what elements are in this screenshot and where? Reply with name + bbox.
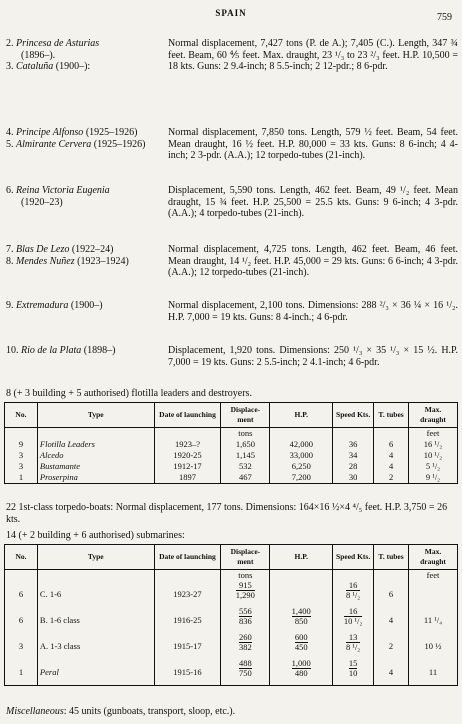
column-header: Speed Kts. bbox=[333, 403, 374, 428]
displacement-surface: 915 bbox=[236, 581, 255, 591]
cell-draught bbox=[409, 581, 458, 607]
page-number: 759 bbox=[437, 12, 452, 23]
cell-type: Proserpina bbox=[37, 472, 154, 484]
ship-entry bbox=[6, 38, 458, 98]
cell-type: C. 1-6 bbox=[37, 581, 154, 607]
table-row bbox=[5, 439, 458, 450]
cell-type: Peral bbox=[37, 659, 154, 685]
cell-no: 9 bbox=[5, 439, 38, 450]
cell-no: 3 bbox=[5, 450, 38, 461]
cell-date: 1915-17 bbox=[154, 633, 221, 659]
hp-submerged: 850 bbox=[294, 616, 308, 626]
speed-surface: 13 bbox=[346, 633, 360, 643]
table-row bbox=[5, 461, 458, 472]
column-header: H.P. bbox=[270, 545, 333, 570]
column-header: T. tubes bbox=[374, 403, 409, 428]
cell-no: 3 bbox=[5, 633, 38, 659]
table-header-row bbox=[5, 403, 458, 428]
cell-no: 1 bbox=[5, 472, 38, 484]
displacement-surface: 488 bbox=[238, 658, 252, 668]
table-row bbox=[5, 581, 458, 607]
cell-hp bbox=[270, 581, 333, 607]
unit-label: tons bbox=[221, 570, 270, 582]
ship-names: 4. Principe Alfonso (1925–1926) 5. Almirante Cervera (1925–1926) bbox=[6, 127, 146, 150]
destroyers-heading: 8 (+ 3 building + 5 authorised) flotilla leaders and destroyers. bbox=[6, 388, 252, 399]
cell-draught: 10 ¹/₂ bbox=[409, 450, 458, 461]
column-header: No. bbox=[5, 403, 38, 428]
cell-tubes: 2 bbox=[374, 472, 409, 484]
ship-names: 10. Rio de la Plata (1898–) bbox=[6, 345, 116, 356]
speed-submerged: 10 bbox=[348, 668, 358, 678]
cell-hp bbox=[270, 633, 333, 659]
speed-submerged: 8 ¹/₂ bbox=[345, 590, 361, 600]
cell-date: 1915-16 bbox=[154, 659, 221, 685]
cell-draught: 11 ¹/₄ bbox=[409, 607, 458, 633]
cell-no: 6 bbox=[5, 581, 38, 607]
cell-draught: 10 ½ bbox=[409, 633, 458, 659]
cell-date: 1923–? bbox=[154, 439, 221, 450]
cell-speed bbox=[333, 607, 374, 633]
cell-displacement bbox=[221, 607, 270, 633]
ship-entry bbox=[6, 185, 458, 245]
units-row bbox=[5, 570, 458, 582]
cell-displacement: 532 bbox=[221, 461, 270, 472]
cell-hp: 42,000 bbox=[270, 439, 333, 450]
table-row bbox=[5, 607, 458, 633]
cell-tubes: 2 bbox=[374, 633, 409, 659]
cell-date: 1916-25 bbox=[154, 607, 221, 633]
cell-hp bbox=[270, 607, 333, 633]
column-header: Max. draught bbox=[409, 545, 458, 570]
ship-names: 2. Princesa de Asturias (1896–). 3. Cataluña (1900–): bbox=[6, 38, 100, 72]
cell-tubes: 4 bbox=[374, 659, 409, 685]
displacement-surface: 556 bbox=[238, 606, 252, 616]
miscellaneous-text: : 45 units (gunboats, transport, sloop, etc.). bbox=[63, 706, 236, 717]
ship-names: 9. Extremadura (1900–) bbox=[6, 300, 103, 311]
cell-speed: 30 bbox=[333, 472, 374, 484]
ship-names: 7. Blas De Lezo (1922–24) 8. Mendes Nuñez (1923–1924) bbox=[6, 244, 129, 267]
cell-displacement: 1,145 bbox=[221, 450, 270, 461]
column-header: Type bbox=[37, 545, 154, 570]
miscellaneous-label: Miscellaneous bbox=[6, 706, 64, 717]
cell-displacement bbox=[221, 633, 270, 659]
cell-displacement bbox=[221, 581, 270, 607]
cell-hp: 7,200 bbox=[270, 472, 333, 484]
cell-hp: 33,000 bbox=[270, 450, 333, 461]
cell-no: 1 bbox=[5, 659, 38, 685]
cell-tubes: 4 bbox=[374, 607, 409, 633]
column-header: H.P. bbox=[270, 403, 333, 428]
column-header: Type bbox=[37, 403, 154, 428]
miscellaneous-note bbox=[6, 706, 456, 718]
column-header: Date of launching bbox=[154, 545, 221, 570]
displacement-surface: 260 bbox=[238, 632, 252, 642]
cell-date: 1912-17 bbox=[154, 461, 221, 472]
speed-surface: 16 bbox=[344, 607, 363, 617]
cell-type: A. 1-3 class bbox=[37, 633, 154, 659]
cell-tubes: 4 bbox=[374, 461, 409, 472]
ship-entry bbox=[6, 300, 458, 336]
unit-label: feet bbox=[409, 570, 458, 582]
cell-displacement: 467 bbox=[221, 472, 270, 484]
cell-no: 3 bbox=[5, 461, 38, 472]
cell-type: Alcedo bbox=[37, 450, 154, 461]
hp-submerged: 480 bbox=[294, 668, 308, 678]
cell-displacement bbox=[221, 659, 270, 685]
displacement-submerged: 836 bbox=[238, 616, 252, 626]
column-header: Displace-ment bbox=[221, 403, 270, 428]
speed-submerged: 10 ¹/₂ bbox=[343, 616, 363, 626]
ship-description: Normal displacement, 7,427 tons (P. de A.); 7,405 (C.). Length, 347 ¾ feet. Beam, 60 ⅘ feet. Max. draught, 23 ¹/₃ to 23 ²/₃ feet. H.P. 10,500 = 18 kts. Guns: 2 9.4-inch; 8 5.5-inch; 2 12-pdr.; 8 6-pdr. bbox=[168, 38, 458, 72]
country-title: SPAIN bbox=[215, 8, 247, 18]
hp-surface: 600 bbox=[294, 632, 308, 642]
cell-tubes: 6 bbox=[374, 581, 409, 607]
table-row bbox=[5, 472, 458, 484]
cell-speed: 34 bbox=[333, 450, 374, 461]
cell-speed bbox=[333, 659, 374, 685]
cell-displacement: 1,650 bbox=[221, 439, 270, 450]
unit-label: tons bbox=[221, 428, 270, 440]
cell-speed: 36 bbox=[333, 439, 374, 450]
cell-type: B. 1-6 class bbox=[37, 607, 154, 633]
cell-draught: 16 ¹/₂ bbox=[409, 439, 458, 450]
cell-draught: 11 bbox=[409, 659, 458, 685]
table-row bbox=[5, 659, 458, 685]
cell-date: 1923-27 bbox=[154, 581, 221, 607]
ship-description: Normal displacement, 2,100 tons. Dimensions: 288 ²/₃ × 36 ¼ × 16 ¹/₂. H.P. 7,000 = 19 kts. Guns: 8 4-inch.; 4 6-pdr. bbox=[168, 300, 458, 323]
unit-label: feet bbox=[409, 428, 458, 440]
cell-type: Flotilla Leaders bbox=[37, 439, 154, 450]
ship-entry bbox=[6, 345, 458, 381]
cell-no: 6 bbox=[5, 607, 38, 633]
ship-description: Normal displacement, 4,725 tons. Length, 462 feet. Beam, 46 feet. Mean draught, 14 ¹/₂ feet. H.P. 45,000 = 29 kts. Guns: 6 6-inch; 4 3-pdr. (A.A.); 12 torpedo-tubes (21-inch). bbox=[168, 244, 458, 278]
displacement-submerged: 382 bbox=[238, 642, 252, 652]
cell-date: 1897 bbox=[154, 472, 221, 484]
cell-tubes: 4 bbox=[374, 450, 409, 461]
cell-draught: 5 ¹/₂ bbox=[409, 461, 458, 472]
submarines-table bbox=[4, 544, 458, 686]
column-header: Speed Kts. bbox=[333, 545, 374, 570]
ship-entry bbox=[6, 127, 458, 187]
hp-surface: 1,400 bbox=[291, 606, 311, 616]
cell-hp: 6,250 bbox=[270, 461, 333, 472]
destroyers-table bbox=[4, 402, 458, 484]
column-header: Max. draught bbox=[409, 403, 458, 428]
speed-surface: 16 bbox=[346, 581, 360, 591]
cell-speed bbox=[333, 633, 374, 659]
displacement-submerged: 1,290 bbox=[235, 590, 255, 600]
ship-description: Displacement, 1,920 tons. Dimensions: 250 ¹/₃ × 35 ¹/₃ × 15 ½. H.P. 7,000 = 19 kts. Guns: 2 5.5-inch; 2 4.1-inch; 4 6-pdr. bbox=[168, 345, 458, 368]
column-header: T. tubes bbox=[374, 545, 409, 570]
cell-type: Bustamante bbox=[37, 461, 154, 472]
column-header: Date of launching bbox=[154, 403, 221, 428]
cell-speed: 28 bbox=[333, 461, 374, 472]
units-row bbox=[5, 428, 458, 440]
ship-description: Normal displacement, 7,850 tons. Length, 579 ½ feet. Beam, 54 feet. Mean draught, 16 ½ feet. H.P. 80,000 = 33 kts. Guns: 8 6-inch; 4 4-inch; 2 3-pdr. (A.A.); 12 torpedo-tubes (21-inch). bbox=[168, 127, 458, 161]
cell-draught: 9 ¹/₂ bbox=[409, 472, 458, 484]
hp-surface: 1,000 bbox=[291, 658, 311, 668]
speed-submerged: 8 ¹/₂ bbox=[345, 642, 361, 652]
cell-speed bbox=[333, 581, 374, 607]
torpedo-boats-text: 22 1st-class torpedo-boats: Normal displacement, 177 tons. Dimensions: 164×16 ½×4 ⁴/₅ feet. H.P. 3,750 = 26 kts. bbox=[6, 502, 448, 525]
column-header: Displace-ment bbox=[221, 545, 270, 570]
ship-description: Displacement, 5,590 tons. Length, 462 feet. Beam, 49 ¹/₂ feet. Mean draught, 15 ¾ feet. H.P. 25,500 = 25.5 kts. Guns: 9 6-inch; 4 3-pdr. (A.A.); 4 torpedo-tubes (21-inch). bbox=[168, 185, 458, 219]
cell-hp bbox=[270, 659, 333, 685]
cell-tubes: 6 bbox=[374, 439, 409, 450]
ship-names: 6. Reina Victoria Eugenia (1920–23) bbox=[6, 185, 110, 208]
cell-date: 1920-25 bbox=[154, 450, 221, 461]
submarines-heading: 14 (+ 2 building + 6 authorised) submarines: bbox=[6, 530, 185, 541]
displacement-submerged: 750 bbox=[238, 668, 252, 678]
table-row bbox=[5, 450, 458, 461]
table-row bbox=[5, 633, 458, 659]
ship-entry bbox=[6, 244, 458, 292]
column-header: No. bbox=[5, 545, 38, 570]
hp-submerged: 450 bbox=[294, 642, 308, 652]
table-header-row bbox=[5, 545, 458, 570]
speed-surface: 15 bbox=[348, 658, 358, 668]
